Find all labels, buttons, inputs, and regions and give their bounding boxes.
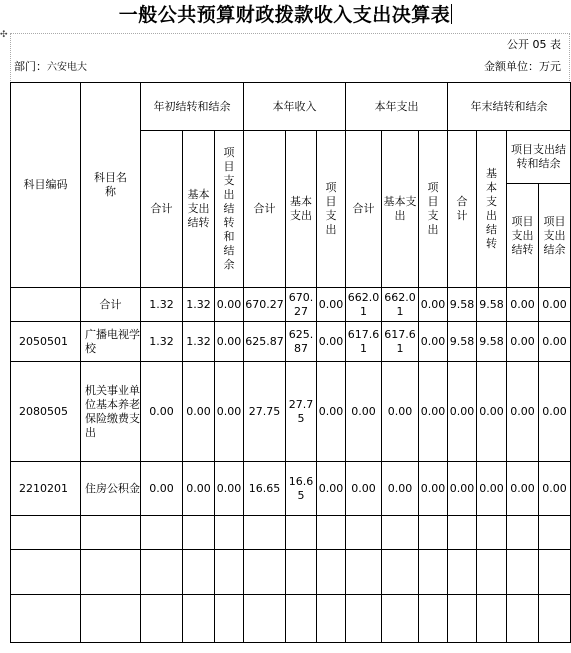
cell-value: 0.00: [539, 288, 571, 322]
cell-code: 2050501: [11, 322, 81, 362]
cell-value: 0.00: [507, 288, 539, 322]
cell-value: 0.00: [419, 322, 448, 362]
amount-unit: 金额单位：万元: [484, 60, 561, 73]
header-expense-basic: 基本支出: [382, 131, 419, 288]
table-row: [11, 462, 571, 516]
table-row: [11, 362, 571, 462]
cell-value: 625.87: [286, 322, 317, 362]
cell-value: 0.00: [419, 462, 448, 516]
cell-value: 0.00: [141, 362, 183, 462]
cell-value: 0.00: [215, 462, 244, 516]
cell-value: 0.00: [317, 288, 346, 322]
cell-value: 0.00: [507, 462, 539, 516]
cell-value: 625.87: [244, 322, 286, 362]
cell-value: 670.27: [286, 288, 317, 322]
table-row-empty: [11, 595, 571, 643]
cell-name: 合计: [81, 288, 141, 322]
header-begin-basic: 基本支出结转: [183, 131, 215, 288]
cell-value: 0.00: [317, 362, 346, 462]
cell-value: 16.65: [244, 462, 286, 516]
cell-code: [11, 288, 81, 322]
cell-value: 1.32: [183, 322, 215, 362]
cell-value: 0.00: [419, 288, 448, 322]
cell-value: 0.00: [183, 462, 215, 516]
cell-value: 662.01: [382, 288, 419, 322]
cell-value: 0.00: [448, 462, 477, 516]
header-expense-project: 项目支出: [419, 131, 448, 288]
form-code: 公开 05 表: [507, 38, 561, 51]
cell-name: 广播电视学校: [81, 322, 141, 362]
header-end-project-surplus: 项目支出结余: [539, 184, 571, 288]
header-income-project: 项目支出: [317, 131, 346, 288]
cell-value: 0.00: [183, 362, 215, 462]
table-row-empty: [11, 550, 571, 595]
header-end-total: 合计: [448, 131, 477, 288]
report-title-text: 一般公共预算财政拨款收入支出决算表: [118, 4, 451, 26]
header-income: 本年收入: [244, 83, 346, 131]
header-code: 科目编码: [11, 83, 81, 288]
cell-value: 0.00: [539, 322, 571, 362]
header-end-project-carry: 项目支出结转: [507, 184, 539, 288]
cell-value: 662.01: [346, 288, 382, 322]
cell-value: 0.00: [141, 462, 183, 516]
cell-value: 0.00: [215, 322, 244, 362]
header-income-total: 合计: [244, 131, 286, 288]
cell-value: 617.61: [346, 322, 382, 362]
cell-name: 机关事业单位基本养老保险缴费支出: [81, 362, 141, 462]
department-label: 部门：: [14, 60, 47, 73]
cell-value: 0.00: [477, 362, 507, 462]
cell-value: 9.58: [448, 288, 477, 322]
cell-value: 0.00: [317, 322, 346, 362]
cell-name: 住房公积金: [81, 462, 141, 516]
cell-value: 0.00: [448, 362, 477, 462]
budget-table: [10, 82, 571, 643]
header-begin: 年初结转和结余: [141, 83, 244, 131]
cell-value: 0.00: [507, 322, 539, 362]
cell-value: 0.00: [382, 362, 419, 462]
header-expense: 本年支出: [346, 83, 448, 131]
table-row-empty: [11, 516, 571, 550]
cell-value: 9.58: [477, 322, 507, 362]
header-expense-total: 合计: [346, 131, 382, 288]
cell-value: 1.32: [141, 322, 183, 362]
report-title: [0, 2, 571, 28]
table-row: [11, 322, 571, 362]
cell-value: 0.00: [382, 462, 419, 516]
cell-value: 0.00: [317, 462, 346, 516]
cell-value: 0.00: [215, 362, 244, 462]
cell-value: 0.00: [539, 462, 571, 516]
header-begin-total: 合计: [141, 131, 183, 288]
cell-value: 0.00: [215, 288, 244, 322]
header-name: 科目名称: [81, 83, 141, 288]
cell-value: 1.32: [183, 288, 215, 322]
header-end-project: 项目支出结转和结余: [507, 131, 571, 184]
cell-value: 9.58: [477, 288, 507, 322]
cell-code: 2210201: [11, 462, 81, 516]
cell-code: 2080505: [11, 362, 81, 462]
text-cursor: [451, 4, 452, 24]
cell-value: 16.65: [286, 462, 317, 516]
header-end-basic: 基本支出结转: [477, 131, 507, 288]
cell-value: 0.00: [539, 362, 571, 462]
cell-value: 0.00: [419, 362, 448, 462]
cell-value: 27.75: [286, 362, 317, 462]
cell-value: 0.00: [346, 462, 382, 516]
cell-value: 9.58: [448, 322, 477, 362]
move-handle-icon[interactable]: ✣: [0, 30, 8, 40]
cell-value: 0.00: [346, 362, 382, 462]
cell-value: 0.00: [507, 362, 539, 462]
cell-value: 670.27: [244, 288, 286, 322]
header-begin-project: 项目支出结转和结余: [215, 131, 244, 288]
cell-value: 27.75: [244, 362, 286, 462]
header-end: 年末结转和结余: [448, 83, 571, 131]
department-line: [14, 60, 87, 75]
cell-value: 617.61: [382, 322, 419, 362]
header-income-basic: 基本支出: [286, 131, 317, 288]
cell-value: 1.32: [141, 288, 183, 322]
department-value: 六安电大: [47, 62, 87, 73]
table-row: [11, 288, 571, 322]
cell-value: 0.00: [477, 462, 507, 516]
